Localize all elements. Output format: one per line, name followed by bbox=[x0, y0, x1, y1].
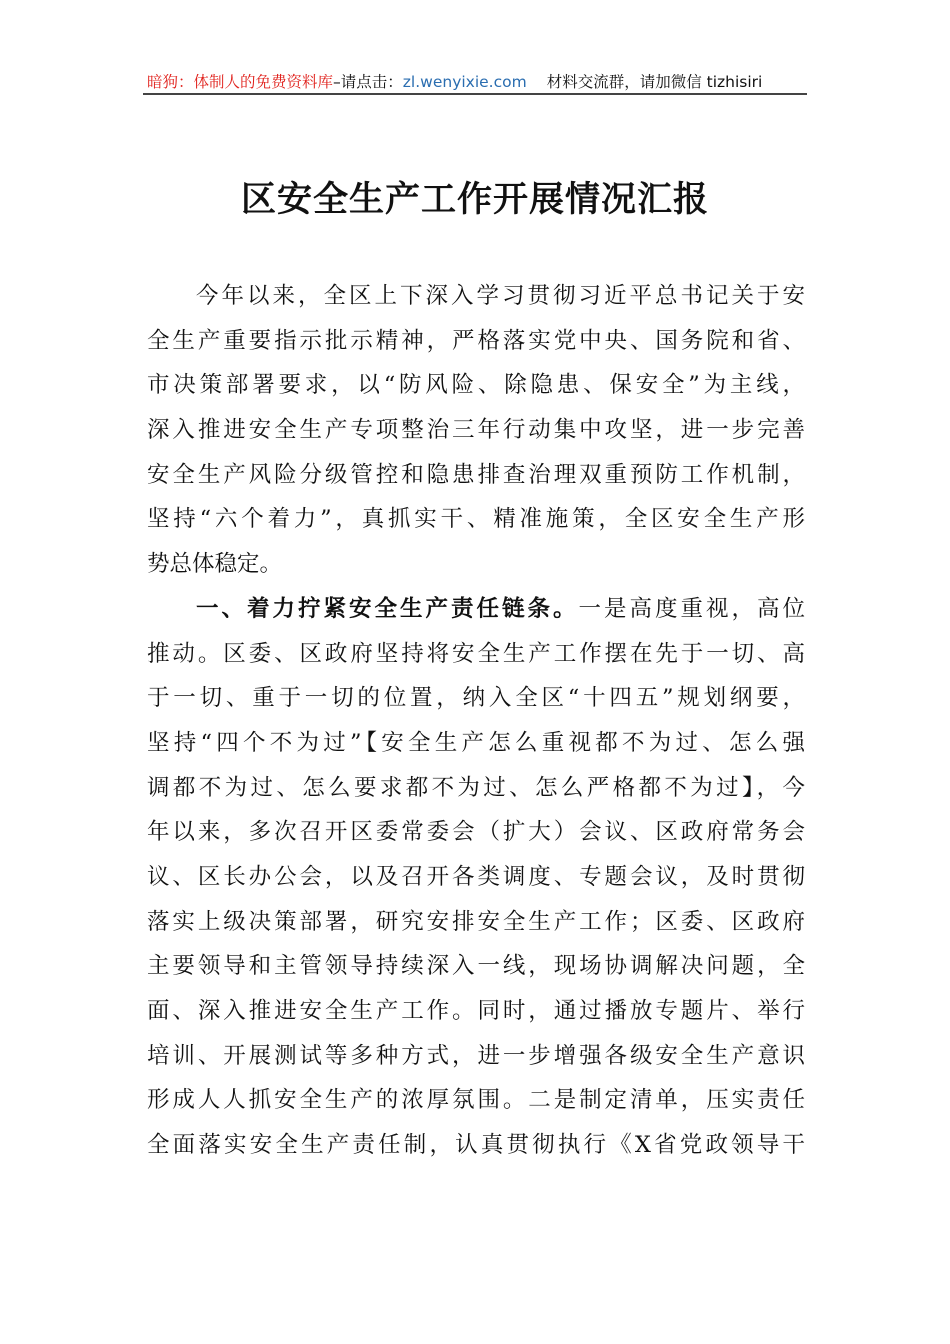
text-line: 今年以来，全区上下深入学习贯彻习近平总书记关于安 bbox=[196, 283, 805, 309]
text-line: 一是高度重视，高位 bbox=[578, 595, 805, 622]
text-line: 主要领导和主管领导持续深入一线，现场协调解决问题，全 bbox=[147, 953, 805, 980]
document-title: 区安全生产工作开展情况汇报 bbox=[240, 179, 709, 220]
text-line: 于一切、重于一切的位置，纳入全区“十四五”规划纲要， bbox=[147, 685, 805, 712]
text-line: 深入推进安全生产专项整治三年行动集中攻坚，进一步完善 bbox=[147, 417, 805, 444]
text-line: 形成人人抓安全生产的浓厚氛围。二是制定清单，压实责任 bbox=[147, 1087, 805, 1114]
paragraph-intro bbox=[147, 274, 805, 587]
header-wechat: 材料交流群，请加微信 tizhisiri bbox=[546, 73, 763, 91]
paragraph-section-1 bbox=[147, 632, 805, 1168]
header-url-link[interactable]: zl.wenyixie.com bbox=[402, 73, 527, 91]
document-body bbox=[147, 274, 805, 1168]
text-line: 坚持“四个不为过”【安全生产怎么重视都不为过、怎么强 bbox=[147, 729, 805, 756]
text-line: 推动。区委、区政府坚持将安全生产工作摆在先于一切、高 bbox=[147, 640, 805, 667]
paragraph-section-1-first-line bbox=[147, 587, 805, 632]
text-line: 面、深入推进安全生产工作。同时，通过播放专题片、举行 bbox=[147, 998, 805, 1024]
text-line: 年以来，多次召开区委常委会（扩大）会议、区政府常务会 bbox=[147, 819, 805, 846]
header-prompt: –请点击： bbox=[333, 73, 403, 91]
header-divider bbox=[143, 93, 807, 95]
text-line: 安全生产风险分级管控和隐患排查治理双重预防工作机制， bbox=[147, 461, 805, 488]
text-line: 落实上级决策部署，研究安排安全生产工作；区委、区政府 bbox=[147, 908, 805, 935]
text-line: 市决策部署要求，以“防风险、除隐患、保安全”为主线， bbox=[147, 372, 805, 399]
text-line: 全面落实安全生产责任制，认真贯彻执行《X省党政领导干 bbox=[147, 1132, 805, 1159]
header-brand: 暗狗：体制人的免费资料库 bbox=[147, 73, 334, 91]
text-line: 议、区长办公会，以及召开各类调度、专题会议，及时贯彻 bbox=[147, 863, 805, 890]
text-line: 培训、开展测试等多种方式，进一步增强各级安全生产意识 bbox=[147, 1042, 805, 1069]
watermark-header bbox=[147, 70, 805, 92]
text-line: 势总体稳定。 bbox=[147, 551, 283, 578]
text-line: 坚持“六个着力”，真抓实干、精准施策，全区安全生产形 bbox=[147, 506, 805, 533]
text-line: 全生产重要指示批示精神，严格落实党中央、国务院和省、 bbox=[147, 327, 805, 354]
section-heading: 一、着力拧紧安全生产责任链条。 bbox=[196, 595, 579, 622]
text-line: 调都不为过、怎么要求都不为过、怎么严格都不为过】，今 bbox=[147, 774, 805, 801]
